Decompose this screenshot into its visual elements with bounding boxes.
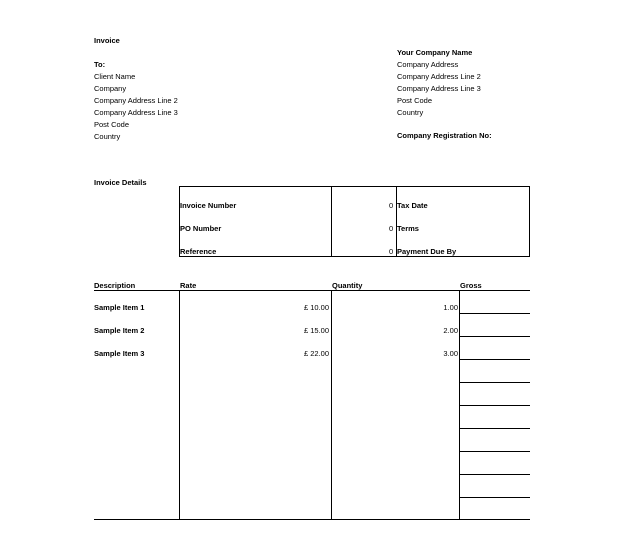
invoice-number-label: Invoice Number: [180, 201, 237, 210]
po-number-label: PO Number: [180, 224, 222, 233]
to-label: To:: [94, 60, 106, 69]
item-description: Sample Item 1: [94, 303, 145, 312]
reference-value: 0: [389, 247, 394, 256]
tax-date-label: Tax Date: [397, 201, 428, 210]
client-name: Client Name: [94, 72, 136, 81]
description-header: Description: [94, 281, 136, 290]
item-rate: £ 15.00: [303, 326, 329, 335]
item-quantity: 3.00: [443, 349, 458, 358]
client-post-code: Post Code: [94, 120, 130, 129]
invoice-title: Invoice: [94, 36, 120, 45]
item-description: Sample Item 3: [94, 349, 145, 358]
po-number-value: 0: [389, 224, 394, 233]
item-rate: £ 22.00: [303, 349, 329, 358]
invoice-number-value: 0: [389, 201, 394, 210]
company-registration-label: Company Registration No:: [397, 131, 492, 140]
terms-label: Terms: [397, 224, 419, 233]
item-rate: £ 10.00: [303, 303, 329, 312]
company-name: Your Company Name: [397, 48, 473, 57]
quantity-header: Quantity: [332, 281, 363, 290]
client-country: Country: [94, 132, 121, 141]
gross-header: Gross: [460, 281, 482, 290]
company-country: Country: [397, 108, 424, 117]
payment-due-by-label: Payment Due By: [397, 247, 457, 256]
rate-header: Rate: [180, 281, 197, 290]
reference-label: Reference: [180, 247, 217, 256]
client-address-line-3: Company Address Line 3: [94, 108, 178, 117]
company-address: Company Address: [397, 60, 459, 69]
company-address-line-3: Company Address Line 3: [397, 84, 481, 93]
item-quantity: 1.00: [443, 303, 458, 312]
item-description: Sample Item 2: [94, 326, 145, 335]
client-company: Company: [94, 84, 127, 93]
company-address-line-2: Company Address Line 2: [397, 72, 481, 81]
invoice-details-label: Invoice Details: [94, 178, 147, 187]
company-post-code: Post Code: [397, 96, 433, 105]
client-address-line-2: Company Address Line 2: [94, 96, 178, 105]
item-quantity: 2.00: [443, 326, 458, 335]
